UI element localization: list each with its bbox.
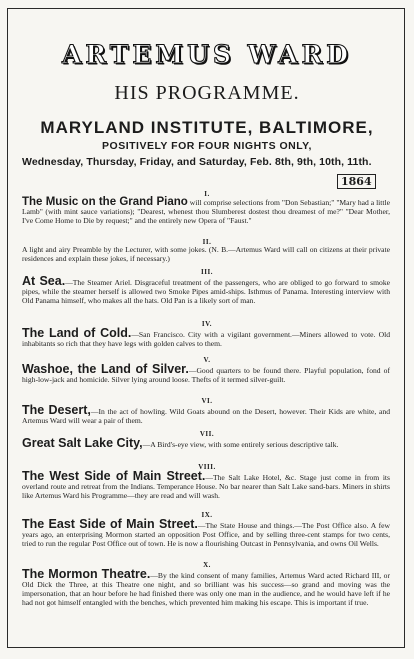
venue-line: MARYLAND INSTITUTE, BALTIMORE, [40, 118, 374, 137]
section-salt-lake [22, 436, 390, 450]
section-numeral: I. [204, 190, 210, 198]
section-preamble [22, 246, 390, 264]
handwritten-year: 1864 [337, 174, 376, 189]
section-body: —The Steamer Ariel. Disgraceful treatment of the passengers, who are obliged to go forward to smoke pipes, while the steamer herself is allowed two Smoke Pipes amid-ships. Isthmus of Panama. Interesting interview with Old Panama himself, who makes all the hats. Old Pan is a likely sort of man. [22, 278, 390, 305]
section-heading: Great Salt Lake City, [22, 436, 143, 450]
poster-title: ARTEMUS WARD [62, 40, 352, 69]
section-numeral: II. [202, 238, 212, 246]
section-heading: The East Side of Main Street. [22, 517, 198, 531]
section-heading: Washoe, the Land of Silver. [22, 362, 189, 376]
section-west-main [22, 469, 390, 501]
section-body: —San Francisco. City with a vigilant government.—Miners allowed to vote. Old inhabitants so rich that they have legs with golden calves to them. [22, 330, 390, 348]
section-heading: At Sea. [22, 274, 66, 288]
section-desert [22, 403, 390, 426]
section-heading: The Land of Cold. [22, 326, 132, 340]
section-land-of-cold [22, 326, 390, 349]
section-body: —By the kind consent of many families, Artemus Ward acted Richard III, or Old Dick the Three, at this Theatre one night, and so brilliant was his success—so grand and moving was the impersonation, that an hour before he had finished there was only one man in the audience, and he would have left if he had not got himself entangled with the benches, which prevented him making his escape. This is important if true. [22, 571, 390, 607]
dates-line: Wednesday, Thursday, Friday, and Saturday, Feb. 8th, 9th, 10th, 11th. [22, 156, 372, 168]
section-heading: The Desert, [22, 403, 91, 417]
section-numeral: IX. [201, 511, 213, 519]
section-body: will comprise selections from "Don Sebastian;" "Mary had a little Lamb" (with mint sauce variations); "Dearest, whenest thou Slumberest dostest thou dreamest of me?" "Dear Mother, I've Come Home to Die by request;" and the entirely new Opera of "Faust." [22, 198, 390, 225]
section-numeral: III. [201, 268, 213, 276]
section-body: A light and airy Preamble by the Lecturer, with some jokes. (N. B.—Artemus Ward will call on citizens at their private residences and explain these jokes, if necessary.) [22, 245, 390, 263]
section-numeral: VIII. [198, 463, 216, 471]
section-numeral: X. [203, 561, 211, 569]
section-numeral: VI. [201, 397, 213, 405]
section-numeral: V. [203, 356, 211, 364]
section-heading: The Music on the Grand Piano [22, 196, 188, 208]
section-body: —The Salt Lake Hotel, &c. Stage just come in from its overland route and retreat from the Indians. Temperance House. No bar nearer than Salt Lake sand-bars. Miners in shirts like Artemus Ward his Programme—they are read and will wash. [22, 473, 390, 500]
section-music [22, 198, 390, 226]
poster-subtitle: HIS PROGRAMME. [114, 82, 300, 104]
section-at-sea [22, 274, 390, 306]
section-heading: The West Side of Main Street. [22, 469, 206, 483]
section-numeral: IV. [201, 320, 213, 328]
section-washoe [22, 362, 391, 385]
run-line: POSITIVELY FOR FOUR NIGHTS ONLY, [102, 140, 312, 152]
section-numeral: VII. [199, 430, 215, 438]
section-body: —Good quarters to be found there. Playful population, fond of high-low-jack and homicide. Silver lying around loose. Thefts of it termed silver-guilt. [22, 366, 391, 384]
section-body: —The State House and things.—The Post Office also. A few years ago, an enterprising Mormon started an opposition Post Office, and by selling three-cent stamps for two cents, tried to run the regular Post Office out of town. He is now a flourishing Outcast in Pennsylvania, and owns Oil Wells. [22, 521, 390, 548]
section-east-main [22, 517, 390, 549]
section-body: —A Bird's-eye view, with some entirely serious descriptive talk. [142, 440, 339, 449]
section-body: —In the act of howling. Wild Goats abound on the Desert, however. Their Kids are white, and Artemus Ward will wear a pair of them. [22, 407, 390, 425]
section-mormon-theatre [22, 567, 390, 608]
section-heading: The Mormon Theatre. [22, 567, 151, 581]
